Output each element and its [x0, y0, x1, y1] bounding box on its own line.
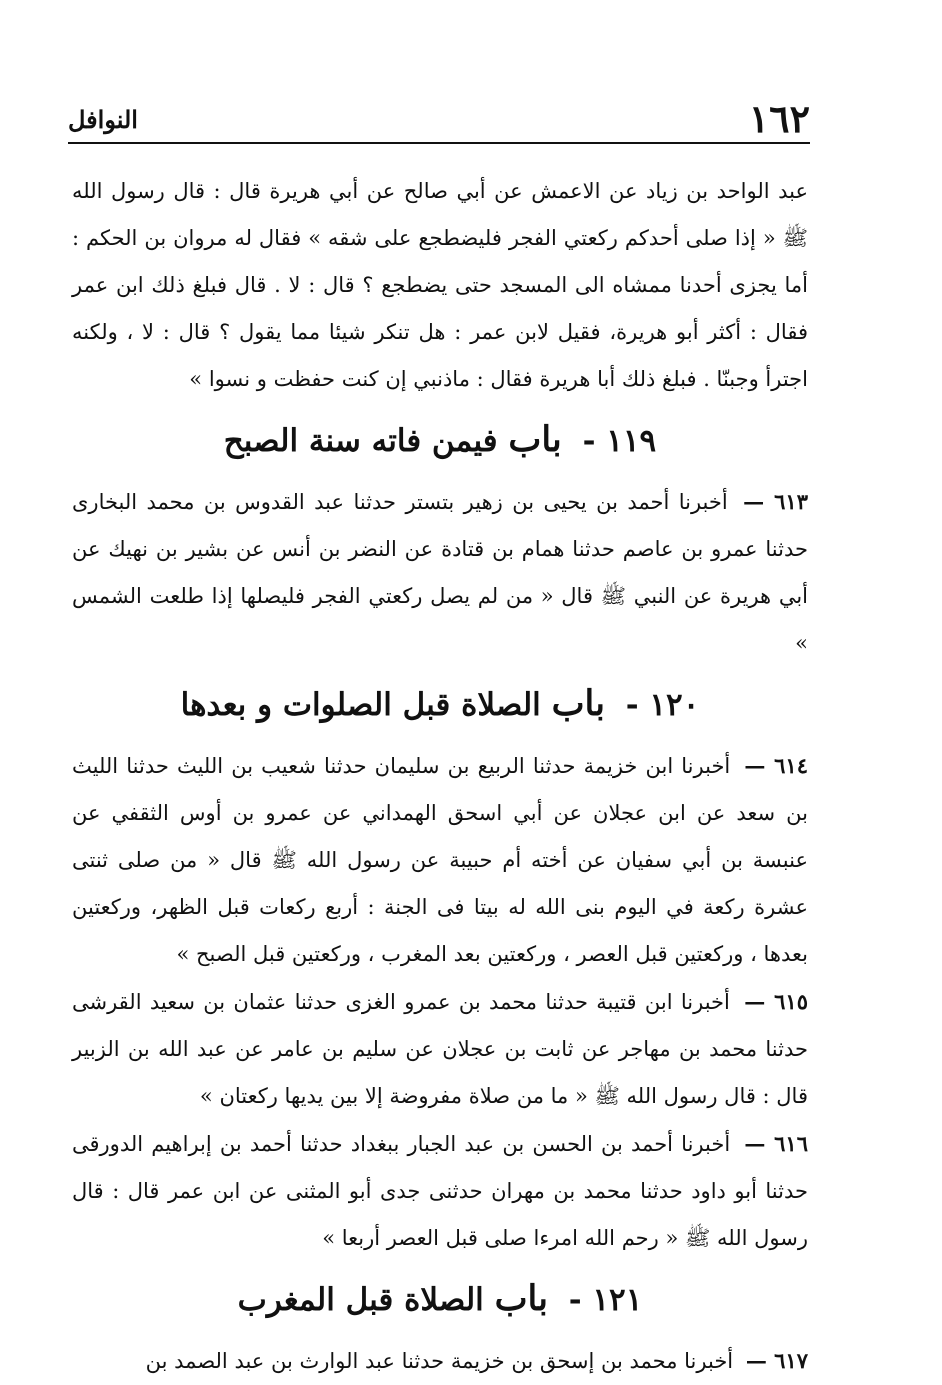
hadith-paragraph [72, 1120, 808, 1262]
hadith-text: أخبرنا ابن قتيبة حدثنا محمد بن عمرو الغزى حدثنا عثمان بن سعيد القرشى حدثنا محمد بن مهاجر عن ثابت بن عجلان عن سليم بن عامر عن عبد الله بن الزبير قال : قال رسول الله ﷺ « ما من صلاة مفروضة إلا بين يديها ركعتان » [72, 990, 808, 1108]
hadith-text: أخبرنا أحمد بن يحيى بن زهير بتستر حدثنا عبد القدوس بن محمد البخارى حدثنا عمرو بن عاصم حدثنا همام بن قتادة عن النضر بن أنس عن بشير بن نهيك عن أبي هريرة عن النبي ﷺ قال « من لم يصل ركعتي الفجر فليصلها إذا طلعت الشمس » [72, 490, 808, 655]
chapter-number: ١٢٠ - [625, 687, 700, 723]
hadith-text: أخبرنا أحمد بن الحسن بن عبد الجبار ببغداد حدثنا أحمد بن إبراهيم الدورقى حدثنا أبو داود حدثنا محمد بن مهران حدثنى جدى أبو المثنى عن ابن عمر قال : قال رسول الله ﷺ « رحم الله امرءا صلى قبل العصر أربعا » [72, 1132, 808, 1250]
text-paragraph [72, 168, 808, 403]
hadith-number: ٦١٦ — [744, 1131, 808, 1156]
chapter-bab: باب [494, 1278, 548, 1319]
page-header [68, 96, 810, 144]
hadith-paragraph [72, 978, 808, 1120]
chapter-title: الصلاة قبل الصلوات و بعدها [180, 687, 541, 723]
chapter-number: ١١٩ - [582, 423, 657, 459]
hadith-number: ٦١٧ — [745, 1348, 808, 1373]
hadith-text: أخبرنا ابن خزيمة حدثنا الربيع بن سليمان حدثنا شعيب بن الليث حدثنا الليث بن سعد عن ابن عجلان عن أبي اسحق الهمداني عن عمرو بن أوس الثقفي عن عنبسة بن أبي سفيان عن أخته أم حبيبة عن رسول الله ﷺ قال « من صلى ثنتى عشرة ركعة في اليوم بنى الله له بيتا فى الجنة : أربع ركعات قبل الظهر، وركعتين بعدها ، وركعتين قبل العصر ، وركعتين بعد المغرب ، وركعتين قبل الصبح » [72, 754, 808, 966]
chapter-title: فيمن فاته سنة الصبح [223, 423, 498, 459]
chapter-bab: باب [508, 419, 562, 460]
hadith-paragraph [72, 1337, 808, 1385]
chapter-heading [72, 403, 808, 478]
hadith-paragraph [72, 478, 808, 667]
page-body [72, 168, 808, 1385]
hadith-number: ٦١٥ — [744, 989, 808, 1014]
running-title: النوافل [68, 105, 138, 134]
hadith-number: ٦١٤ — [744, 753, 808, 778]
chapter-heading [72, 667, 808, 742]
chapter-bab: باب [551, 683, 605, 724]
hadith-text: أخبرنا محمد بن إسحق بن خزيمة حدثنا عبد الوارث بن عبد الصمد بن [145, 1349, 734, 1373]
page-number: ١٦٢ [748, 96, 810, 141]
hadith-paragraph [72, 742, 808, 978]
paragraph-text: عبد الواحد بن زياد عن الاعمش عن أبي صالح عن أبي هريرة قال : قال رسول الله ﷺ « إذا صلى أحدكم ركعتي الفجر فليضطجع على شقه » فقال له مروان بن الحكم : أما يجزى أحدنا ممشاه الى المسجد حتى يضطجع ؟ قال : لا . قال فبلغ ذلك ابن عمر فقال : أكثر أبو هريرة، فقيل لابن عمر : هل تنكر شيئا مما يقول ؟ قال : لا ، ولكنه اجترأ وجبنّا . فبلغ ذلك أبا هريرة فقال : ماذنبي إن كنت حفظت و نسوا » [72, 179, 808, 391]
chapter-number: ١٢١ - [568, 1282, 643, 1318]
chapter-title: الصلاة قبل المغرب [237, 1282, 484, 1318]
hadith-number: ٦١٣ — [743, 489, 808, 514]
chapter-heading [72, 1262, 808, 1337]
